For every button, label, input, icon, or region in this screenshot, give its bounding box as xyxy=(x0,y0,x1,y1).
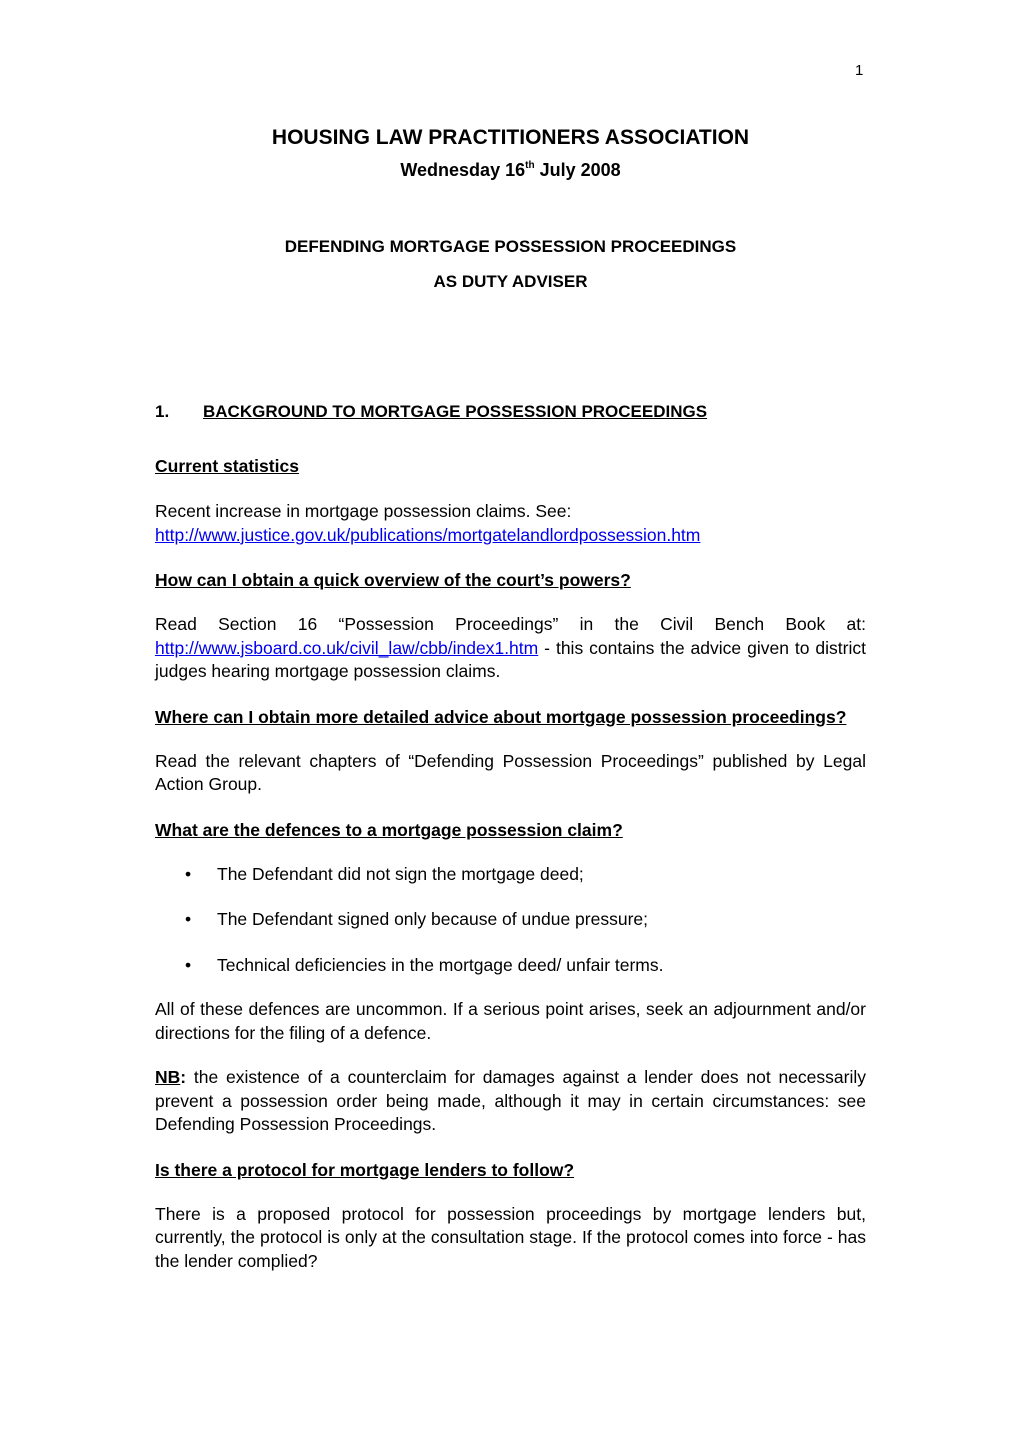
list-item xyxy=(155,908,866,932)
list-item-text: The Defendant did not sign the mortgage deed; xyxy=(217,863,584,884)
event-date xyxy=(155,157,866,183)
defences-heading: What are the defences to a mortgage possession claim? xyxy=(155,819,623,840)
nb-marker xyxy=(155,1067,186,1087)
overview-text-before: Read Section 16 “Possession Proceedings” in the Civil Bench Book at: xyxy=(155,614,866,634)
document-header xyxy=(155,123,866,294)
nb-colon: : xyxy=(180,1067,187,1087)
current-statistics-heading: Current statistics xyxy=(155,456,299,476)
defences-list xyxy=(155,863,866,978)
date-ordinal: th xyxy=(525,160,535,171)
date-month-year: July 2008 xyxy=(534,160,621,180)
document-body xyxy=(155,123,866,1273)
current-statistics-sentence: Recent increase in mortgage possession claims. See: xyxy=(155,501,572,521)
overview-heading: How can I obtain a quick overview of the court’s powers? xyxy=(155,570,631,590)
bullet-icon: • xyxy=(185,954,192,975)
list-item xyxy=(155,863,866,887)
list-item-text: Technical deficiencies in the mortgage deed/ unfair terms. xyxy=(217,954,664,975)
document-subtitle-line2: AS DUTY ADVISER xyxy=(433,272,588,291)
date-day: Wednesday 16 xyxy=(400,160,526,180)
section-number: 1. xyxy=(155,402,170,421)
civil-bench-book-link[interactable]: http://www.jsboard.co.uk/civil_law/cbb/index1.htm xyxy=(155,637,539,658)
overview-text-after: - this contains the advice given to district judges hearing mortgage possession claims. xyxy=(155,637,866,681)
nb-label: NB xyxy=(155,1067,181,1087)
nb-text: the existence of a counterclaim for damages against a lender does not necessarily prevent a possession order being made, although it may in certain circumstances: see Defending Possession Proceedings. xyxy=(155,1067,866,1134)
list-item xyxy=(155,954,866,978)
detailed-advice-text: Read the relevant chapters of “Defending Possession Proceedings” published by Legal Action Group. xyxy=(155,750,866,794)
section-title: BACKGROUND TO MORTGAGE POSSESSION PROCEEDINGS xyxy=(203,402,708,421)
overview-text xyxy=(155,613,866,684)
bullet-icon: • xyxy=(185,863,192,884)
protocol-text: There is a proposed protocol for possession proceedings by mortgage lenders but, currently, the protocol is only at the consultation stage. If the protocol comes into force - has the lender complied? xyxy=(155,1203,866,1271)
bullet-icon: • xyxy=(185,909,192,929)
current-statistics-text xyxy=(155,500,866,547)
document-subtitle-line1: DEFENDING MORTGAGE POSSESSION PROCEEDINGS xyxy=(284,237,737,256)
detailed-advice-heading: Where can I obtain more detailed advice about mortgage possession proceedings? xyxy=(155,706,847,727)
defences-summary: All of these defences are uncommon. If a serious point arises, seek an adjournment and/or directions for the filing of a defence. xyxy=(155,999,866,1043)
page-number: 1 xyxy=(855,62,864,79)
nb-paragraph xyxy=(155,1066,866,1137)
protocol-heading: Is there a protocol for mortgage lenders to follow? xyxy=(155,1159,575,1180)
organisation-title: HOUSING LAW PRACTITIONERS ASSOCIATION xyxy=(271,126,750,149)
justice-statistics-link[interactable]: http://www.justice.gov.uk/publications/mortgatelandlordpossession.htm xyxy=(155,524,701,545)
section-1-heading xyxy=(155,400,866,424)
list-item-text: The Defendant signed only because of undue pressure; xyxy=(217,909,648,929)
